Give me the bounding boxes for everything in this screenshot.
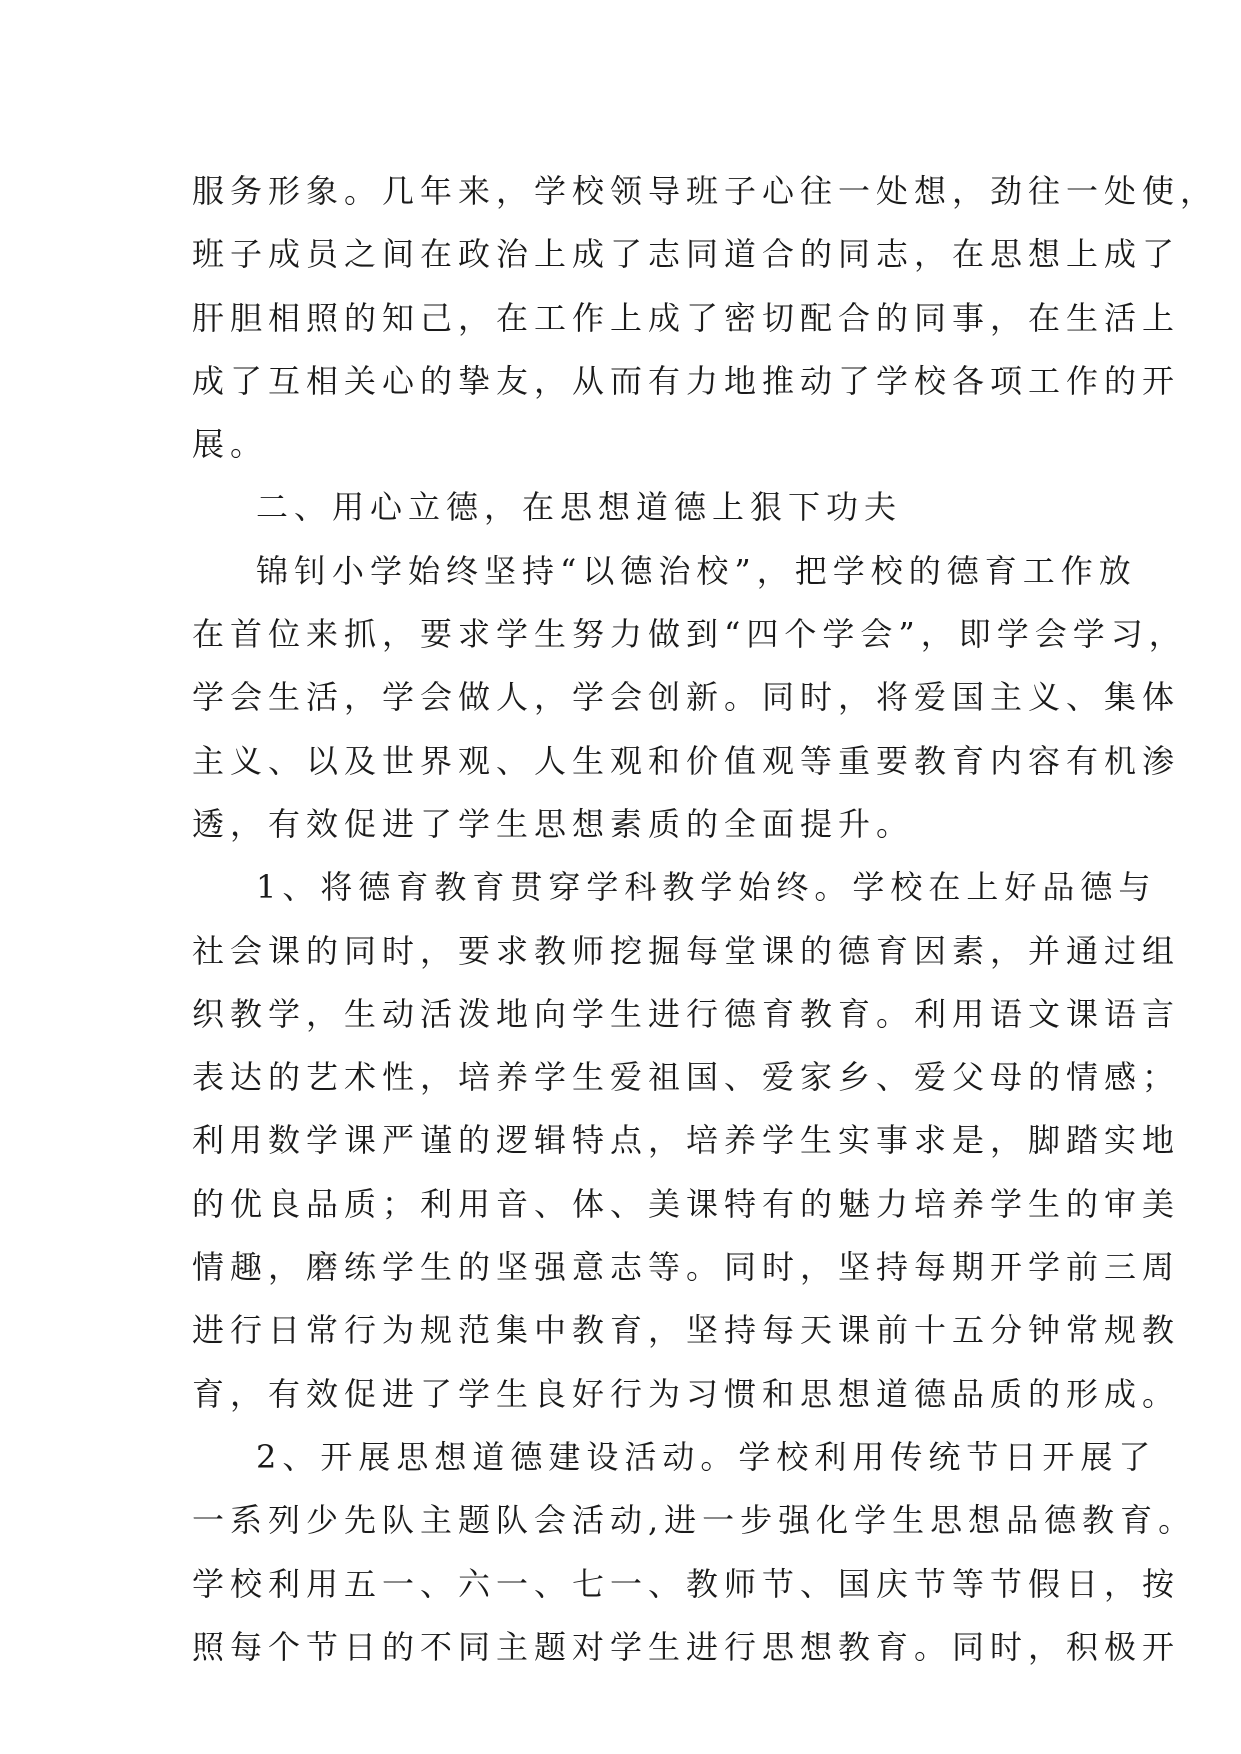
- text-line: 利用数学课严谨的逻辑特点，培养学生实事求是，脚踏实地: [192, 1121, 1181, 1160]
- paragraph-first-line: 2、开展思想道德建设活动。学校利用传统节日开展了: [256, 1437, 1157, 1476]
- paragraph-first-line: 锦钊小学始终坚持“以德治校”，把学校的德育工作放: [256, 551, 1137, 590]
- document-body: [192, 160, 1219, 1679]
- text-line: 学会生活，学会做人，学会创新。同时，将爱国主义、集体: [192, 678, 1181, 717]
- text-line: 的优良品质；利用音、体、美课特有的魅力培养学生的审美: [192, 1184, 1181, 1223]
- text-line: 班子成员之间在政治上成了志同道合的同志，在思想上成了: [192, 235, 1181, 274]
- text-line: 透，有效促进了学生思想素质的全面提升。: [192, 804, 915, 843]
- text-line: 主义、以及世界观、人生观和价值观等重要教育内容有机渗: [192, 741, 1181, 780]
- text-line: 情趣，磨练学生的坚强意志等。同时，坚持每期开学前三周: [192, 1248, 1181, 1287]
- section-heading: 二、用心立德，在思想道德上狠下功夫: [256, 488, 903, 527]
- text-line: 学校利用五一、六一、七一、教师节、国庆节等节假日，按: [192, 1564, 1181, 1603]
- text-line: 表达的艺术性，培养学生爱祖国、爱家乡、爱父母的情感；: [192, 1058, 1181, 1097]
- text-line: 在首位来抓，要求学生努力做到“四个学会”，即学会学习，: [192, 615, 1187, 654]
- text-line: 成了互相关心的挚友，从而有力地推动了学校各项工作的开: [192, 361, 1181, 400]
- text-line: 服务形象。几年来，学校领导班子心往一处想，劲往一处使，: [192, 172, 1219, 210]
- text-line: 一系列少先队主题队会活动,进一步强化学生思想品德教育。: [192, 1501, 1197, 1540]
- text-line: 育，有效促进了学生良好行为习惯和思想道德品质的形成。: [192, 1374, 1181, 1413]
- paragraph-first-line: 1、将德育教育贯穿学科教学始终。学校在上好品德与: [256, 868, 1157, 907]
- text-line: 肝胆相照的知己，在工作上成了密切配合的同事，在生活上: [192, 298, 1181, 337]
- text-line: 展。: [192, 425, 269, 464]
- text-line: 社会课的同时，要求教师挖掘每堂课的德育因素，并通过组: [192, 931, 1181, 970]
- text-line: 织教学，生动活泼地向学生进行德育教育。利用语文课语言: [192, 994, 1181, 1033]
- text-line: 进行日常行为规范集中教育，坚持每天课前十五分钟常规教: [192, 1311, 1181, 1350]
- text-line: 照每个节日的不同主题对学生进行思想教育。同时，积极开: [192, 1627, 1181, 1666]
